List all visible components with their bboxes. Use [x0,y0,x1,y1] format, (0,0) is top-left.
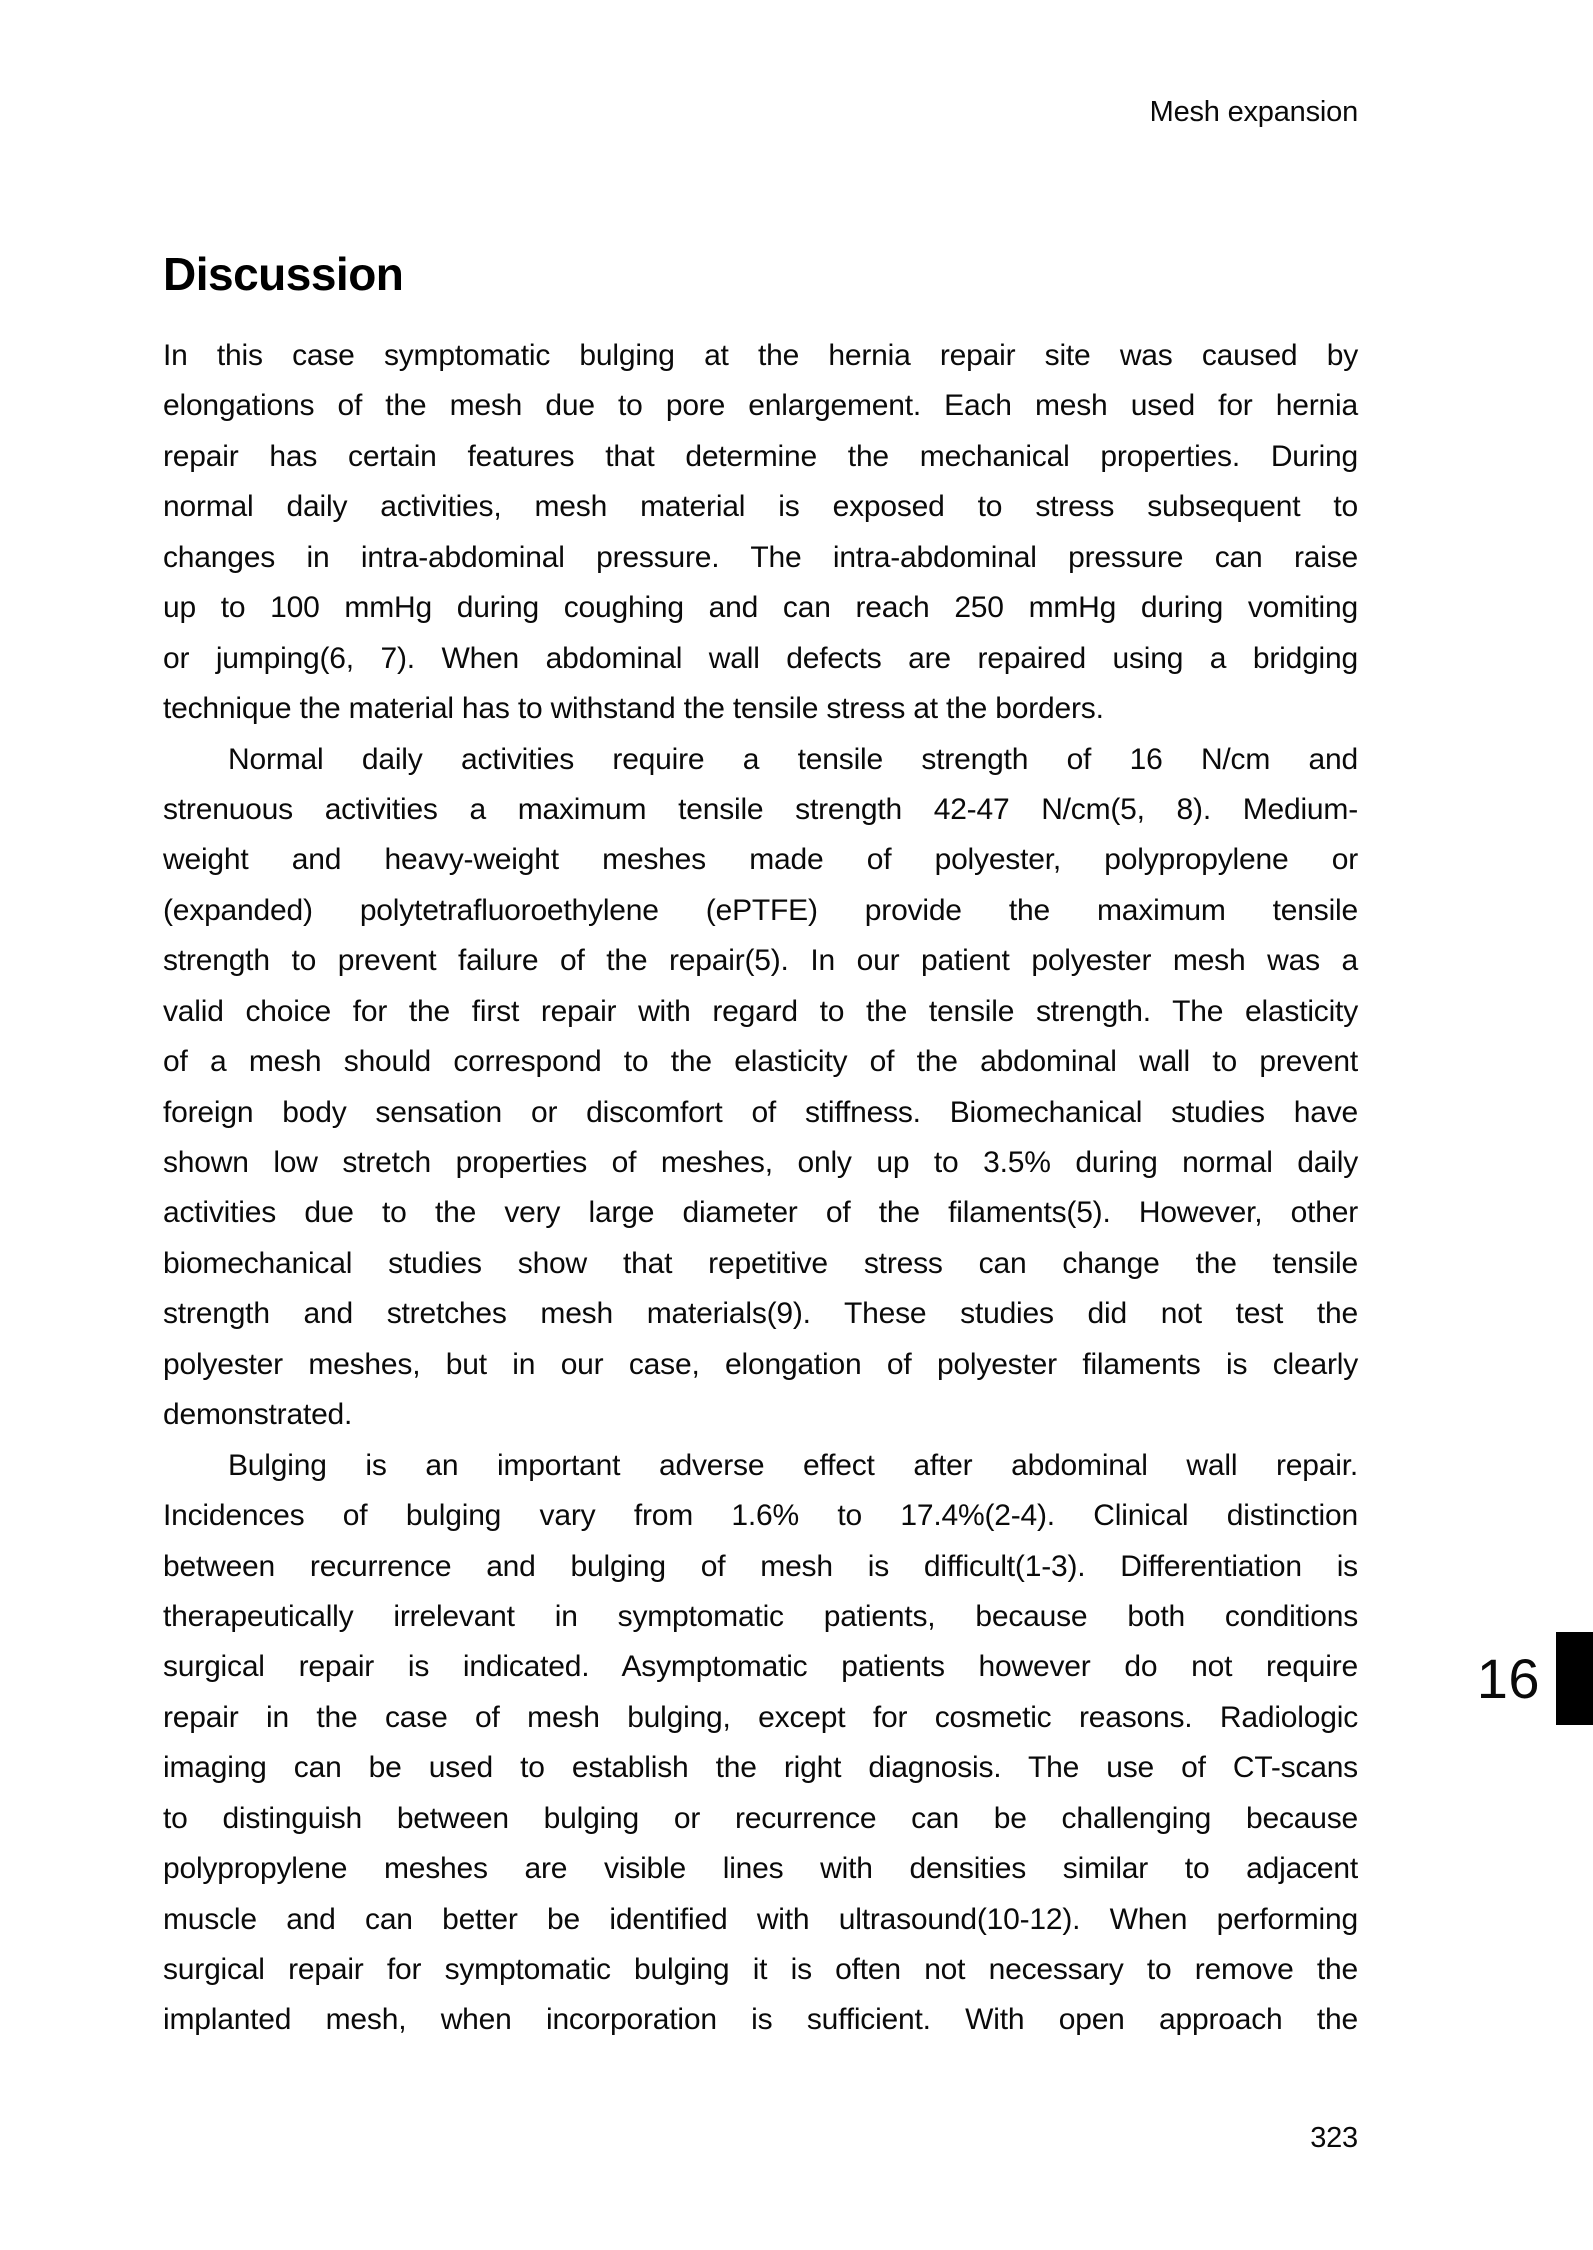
text-line: implanted mesh, when incorporation is sufficient. With open approach the [163,2003,1358,2037]
text-line: imaging can be used to establish the right diagnosis. The use of CT-scans [163,1751,1358,1785]
text-line: of a mesh should correspond to the elasticity of the abdominal wall to prevent [163,1045,1358,1079]
chapter-tab-marker [1556,1632,1593,1725]
page-number: 323 [1310,2122,1358,2154]
text-line: normal daily activities, mesh material is exposed to stress subsequent to [163,490,1358,524]
text-line: strenuous activities a maximum tensile strength 42-47 N/cm(5, 8). Medium- [163,792,1358,826]
text-line: shown low stretch properties of meshes, only up to 3.5% during normal daily [163,1146,1358,1179]
text-line: elongations of the mesh due to pore enlargement. Each mesh used for hernia [163,389,1358,423]
text-line: Incidences of bulging vary from 1.6% to 17.4%(2-4). Clinical distinction [163,1499,1358,1533]
text-line: polyester meshes, but in our case, elongation of polyester filaments is clearly [163,1347,1358,1381]
text-line: In this case symptomatic bulging at the hernia repair site was caused by [163,339,1358,372]
text-line: to distinguish between bulging or recurrence can be challenging because [163,1801,1358,1835]
text-line: repair in the case of mesh bulging, except for cosmetic reasons. Radiologic [163,1700,1358,1734]
text-line: foreign body sensation or discomfort of stiffness. Biomechanical studies have [163,1095,1358,1129]
text-line: therapeutically irrelevant in symptomatic patients, because both conditions [163,1599,1358,1633]
text-line: surgical repair is indicated. Asymptomatic patients however do not require [163,1650,1358,1684]
text-line: muscle and can better be identified with ultrasound(10-12). When performing [163,1902,1358,1936]
text-line: Bulging is an important adverse effect after abdominal wall repair. [228,1448,1358,1482]
text-line: strength to prevent failure of the repair(5). In our patient polyester mesh was a [163,944,1358,978]
text-line: valid choice for the first repair with regard to the tensile strength. The elasticity [163,994,1358,1028]
running-header: Mesh expansion [1149,96,1358,128]
text-line: demonstrated. [163,1398,353,1432]
text-line: biomechanical studies show that repetitive stress can change the tensile [163,1246,1358,1280]
section-title: Discussion [163,247,404,300]
text-line: surgical repair for symptomatic bulging it is often not necessary to remove the [163,1953,1358,1986]
text-line: activities due to the very large diameter of the filaments(5). However, other [163,1196,1358,1230]
text-line: up to 100 mmHg during coughing and can reach 250 mmHg during vomiting [163,591,1358,625]
body-text [163,331,1358,2046]
text-line: repair has certain features that determine the mechanical properties. During [163,439,1358,473]
text-line: polypropylene meshes are visible lines with densities similar to adjacent [163,1852,1358,1886]
text-line: weight and heavy-weight meshes made of polyester, polypropylene or [163,843,1358,877]
text-line: (expanded) polytetrafluoroethylene (ePTFE) provide the maximum tensile [163,893,1358,927]
text-line: changes in intra-abdominal pressure. The intra-abdominal pressure can raise [163,540,1358,574]
text-line: strength and stretches mesh materials(9). These studies did not test the [163,1297,1358,1331]
chapter-number: 16 [1476,1647,1540,1710]
text-line: between recurrence and bulging of mesh is difficult(1-3). Differentiation is [163,1549,1358,1583]
text-line: Normal daily activities require a tensile strength of 16 N/cm and [228,742,1358,776]
text-line: or jumping(6, 7). When abdominal wall defects are repaired using a bridging [163,641,1358,675]
text-line: technique the material has to withstand the tensile stress at the borders. [163,692,1104,726]
